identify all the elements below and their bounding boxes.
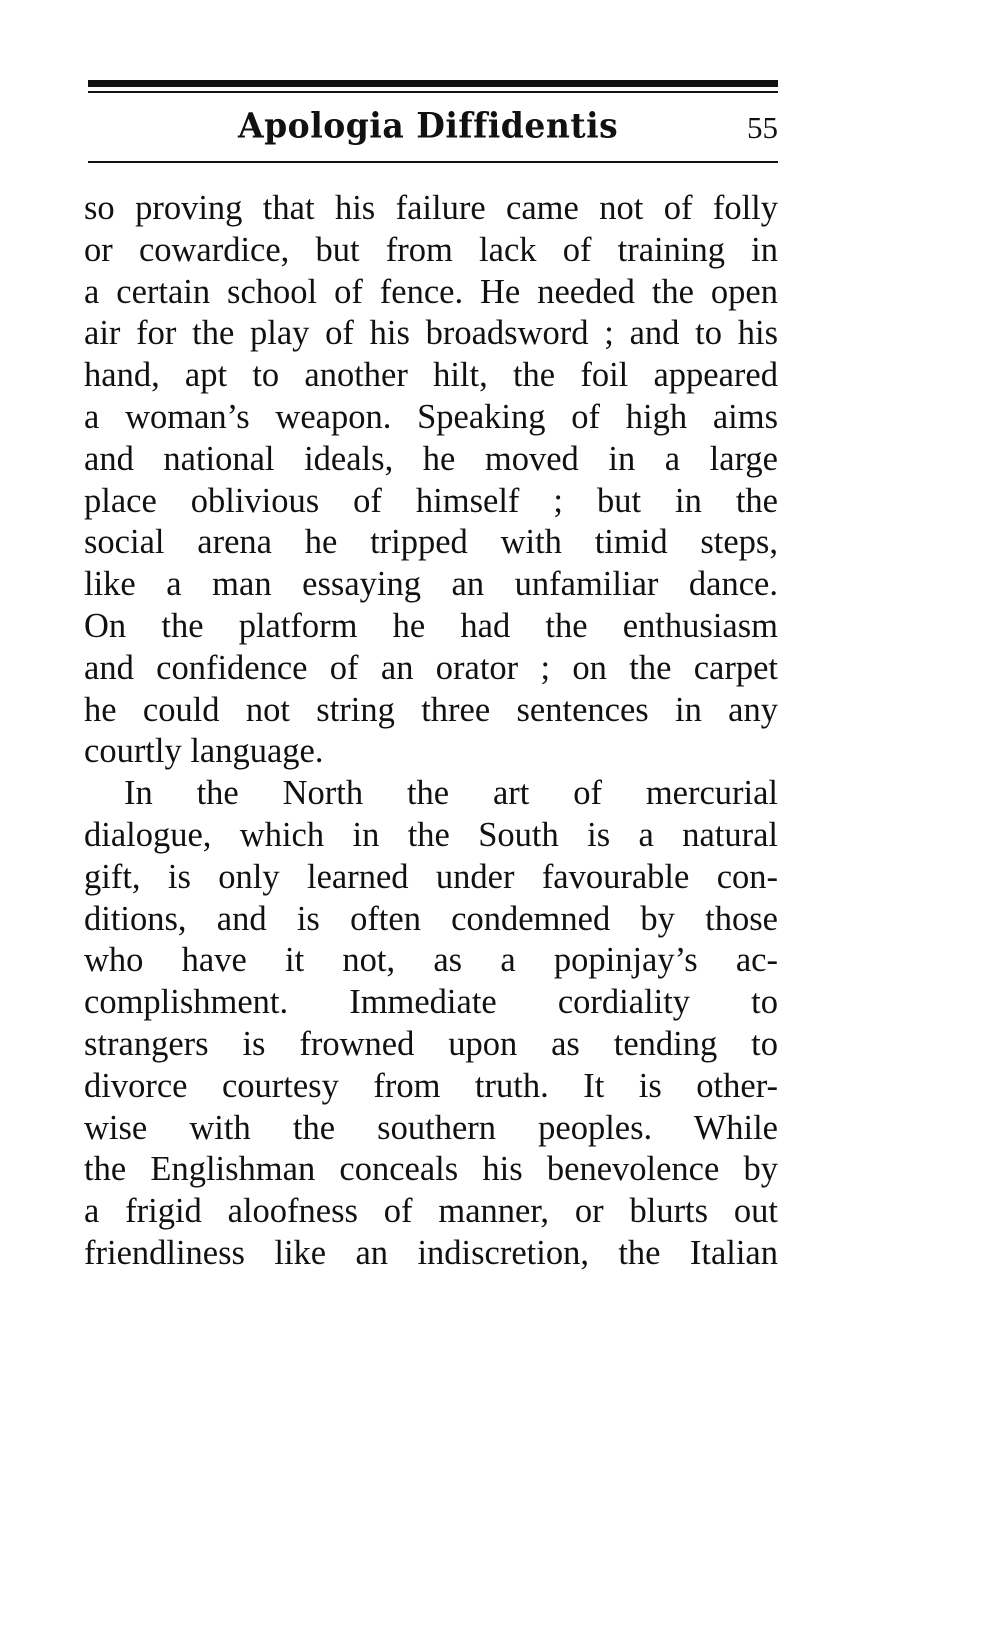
- text-line: who have it not, as a popinjay’s ac-: [84, 941, 778, 980]
- text-line: like a man essaying an unfamiliar dance.: [84, 565, 778, 604]
- text-line: wise with the southern peoples. While: [84, 1108, 778, 1147]
- text-line: ditions, and is often condemned by those: [84, 899, 778, 938]
- running-title: Apologia Diffidentis: [238, 105, 619, 146]
- page-header: [88, 104, 778, 160]
- text-line: or cowardice, but from lack of training in: [84, 230, 778, 269]
- text-line: strangers is frowned upon as tending to: [84, 1024, 778, 1063]
- page-number: 55: [747, 110, 778, 145]
- text-line: a frigid aloofness of manner, or blurts out: [84, 1192, 778, 1231]
- text-line: On the platform he had the enthusiasm: [84, 606, 778, 645]
- text-line: divorce courtesy from truth. It is other-: [84, 1066, 778, 1105]
- text-line: and national ideals, he moved in a large: [84, 439, 778, 478]
- paragraph-end-line: courtly language.: [84, 732, 324, 771]
- text-line: a certain school of fence. He needed the open: [84, 272, 778, 311]
- text-line: complishment. Immediate cordiality to: [84, 983, 778, 1022]
- text-line: and confidence of an orator ; on the carpet: [84, 648, 778, 687]
- header-rule-thin: [88, 91, 778, 93]
- paragraph-start-line: In the North the art of mercurial: [124, 774, 778, 813]
- text-line: a woman’s weapon. Speaking of high aims: [84, 397, 778, 436]
- text-line: so proving that his failure came not of folly: [84, 189, 778, 227]
- header-rule-thick: [88, 80, 778, 87]
- text-line: place oblivious of himself ; but in the: [84, 481, 778, 520]
- text-line: air for the play of his broadsword ; and to his: [84, 314, 778, 353]
- text-line: gift, is only learned under favourable con-: [84, 857, 778, 896]
- text-line: friendliness like an indiscretion, the Italian: [84, 1233, 778, 1272]
- header-rule-bottom: [88, 161, 778, 163]
- body-text: [84, 188, 778, 1275]
- text-line: the Englishman conceals his benevolence by: [84, 1150, 778, 1189]
- text-line: hand, apt to another hilt, the foil appeared: [84, 356, 778, 395]
- text-line: he could not string three sentences in any: [84, 690, 778, 729]
- text-line: social arena he tripped with timid steps,: [84, 523, 778, 562]
- text-line: dialogue, which in the South is a natural: [84, 815, 778, 854]
